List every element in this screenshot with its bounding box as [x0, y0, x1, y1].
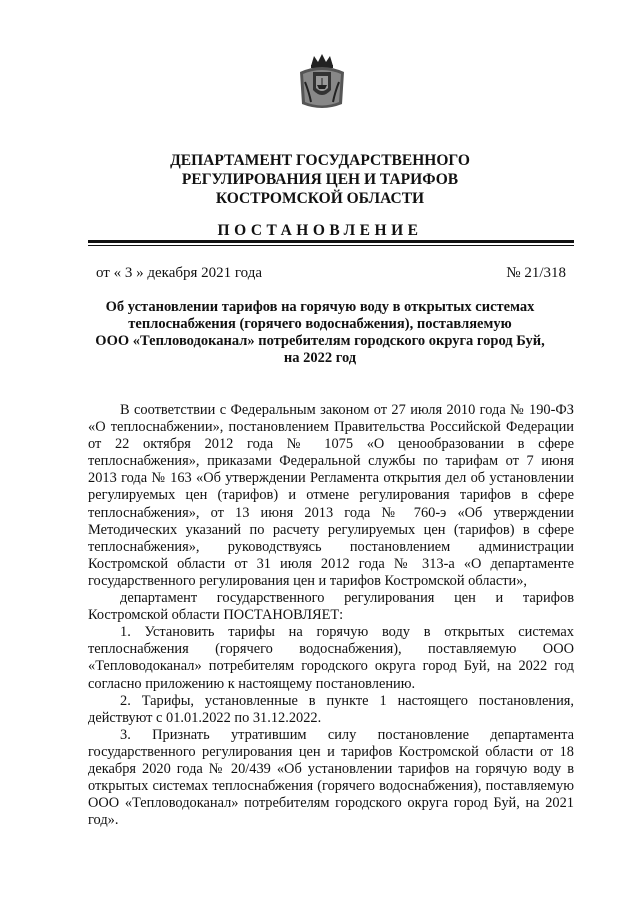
item-2-paragraph: 2. Тарифы, установленные в пункте 1 настоящего постановления, действуют с 01.01.2022 по 31.12.2022.: [88, 692, 574, 726]
department-name: [0, 151, 640, 208]
item-3-paragraph: 3. Признать утратившим силу постановление департамента государственного регулирования цен и тарифов Костромской области от 18 декабря 2020 года № 20/439 «Об установлении тарифов на горячую воду в открытых системах теплоснабжения (горячего водоснабжения), поставляемую ООО «Тепловодоканал» потребителям городского округа город Буй, на 2021 год».: [88, 726, 574, 829]
department-line-1: ДЕПАРТАМЕНТ ГОСУДАРСТВЕННОГО: [170, 152, 470, 169]
title-line-4: на 2022 год: [283, 350, 357, 366]
document-title: [60, 299, 580, 367]
title-line-1: Об установлении тарифов на горячую воду в открытых системах: [105, 299, 535, 315]
document-type: ПОСТАНОВЛЕНИЕ: [217, 222, 423, 239]
department-line-3: КОСТРОМСКОЙ ОБЛАСТИ: [215, 190, 425, 207]
document-number: № 21/318: [506, 265, 566, 281]
preamble-paragraph: В соответствии с Федеральным законом от 27 июля 2010 года № 190-ФЗ «О теплоснабжении», постановлением Правительства Российской Федерации от 22 октября 2012 года № 1075 «О ценообразовании в сфере теплоснабжения», приказами Федеральной службы по тарифам от 7 июня 2013 года № 163 «Об утверждении Регламента открытия дел об установлении регулируемых цен (тарифов) и отмене регулирования тарифов в сфере теплоснабжения», от 13 июня 2013 года № 760-э «Об утверждении Методических указаний по расчету регулируемых цен (тарифов) в сфере теплоснабжения», руководствуясь постановлением администрации Костромской области от 31 июля 2012 года № 313-а «О департаменте государственного регулирования цен и тарифов Костромской области»,: [88, 402, 574, 589]
document-body: [88, 402, 574, 829]
title-line-3: ООО «Тепловодоканал» потребителям городского округа город Буй,: [95, 333, 545, 349]
resolves-paragraph: департамент государственного регулирования цен и тарифов Костромской области ПОСТАНОВЛЯЕТ:: [88, 590, 574, 624]
header-divider-thick: [88, 240, 574, 243]
item-1-paragraph: 1. Установить тарифы на горячую воду в открытых системах теплоснабжения (горячего водоснабжения), поставляемую ООО «Тепловодоканал» потребителям городского округа город Буй, на 2022 год согласно приложению к настоящему постановлению.: [88, 624, 574, 692]
document-date: от « 3 » декабря 2021 года: [96, 265, 263, 281]
department-line-2: РЕГУЛИРОВАНИЯ ЦЕН И ТАРИФОВ: [181, 171, 459, 188]
header-divider-thin: [88, 245, 574, 246]
coat-of-arms-emblem: [297, 52, 347, 112]
title-line-2: теплоснабжения (горячего водоснабжения), поставляемую: [128, 316, 512, 332]
